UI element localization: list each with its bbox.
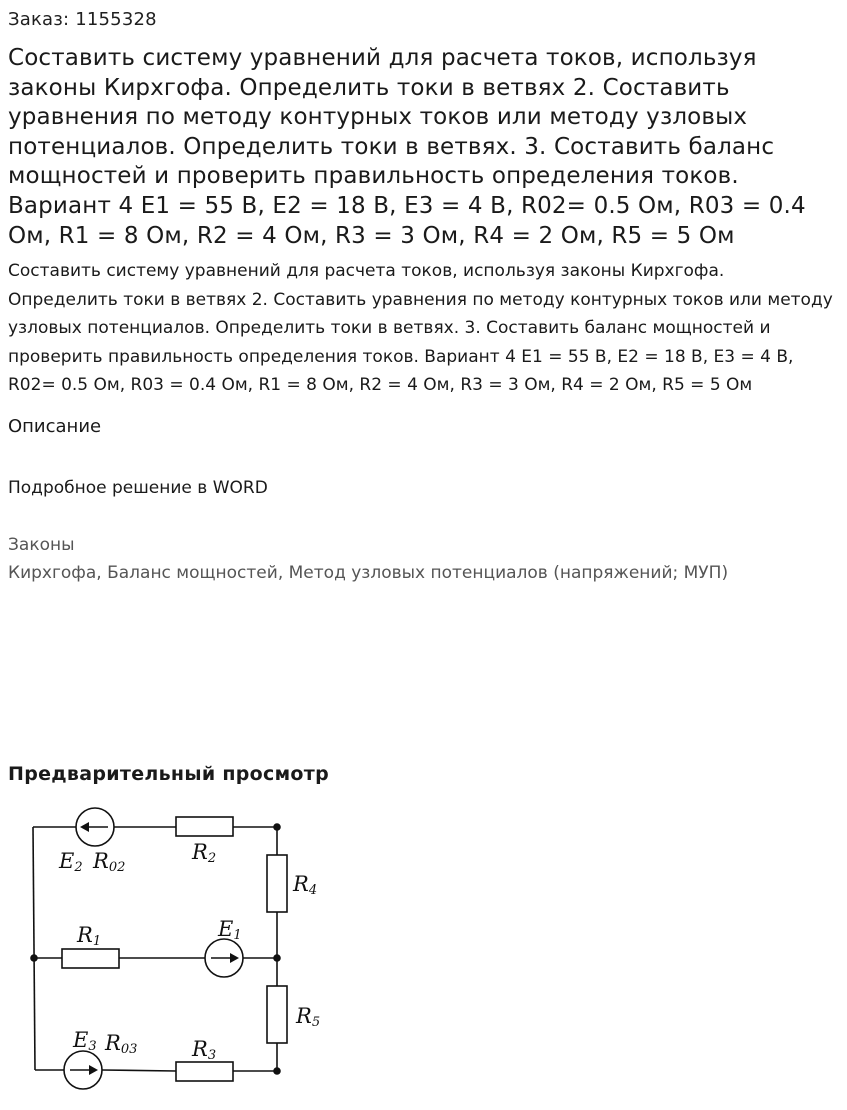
label-r02: R02	[93, 849, 126, 875]
node-top-right	[273, 823, 281, 831]
law-link-nodal-potentials[interactable]: Метод узловых потенциалов (напряжений; МУП)	[288, 562, 729, 583]
label-e3: E3	[73, 1028, 97, 1054]
label-e1: E1	[218, 917, 242, 943]
resistor-r1	[62, 949, 119, 968]
laws-heading: Законы	[8, 534, 75, 555]
order-number: Заказ: 1155328	[8, 9, 157, 30]
resistor-r3	[176, 1062, 233, 1081]
order-page	[8, 8, 838, 585]
node-bottom-right	[273, 1067, 281, 1075]
page-title: Составить систему уравнений для расчета токов, используя законы Кирхгофа. Определить токи в ветвях 2. Составить уравнения по методу контурных токов или методу узловых потенциалов. Определить токи в ветвях. 3. Составить баланс мощностей и проверить правильность определения токов. Вариант 4 Е1 = 55 В, Е2 = 18 В, Е3 = 4 В, R02= 0.5 Ом, R03 = 0.4 Ом, R1 = 8 Ом, R2 = 4 Ом, R3 = 3 Ом, R4 = 2 Ом, R5 = 5 Ом	[8, 45, 806, 249]
resistor-r4	[267, 855, 287, 912]
resistor-r2	[176, 817, 233, 836]
label-e2: E2	[59, 849, 83, 875]
resistor-r5	[267, 986, 287, 1043]
laws-list	[8, 561, 838, 585]
node-middle-left	[30, 954, 38, 962]
law-separator: ,	[277, 562, 289, 583]
source-e3	[64, 1051, 102, 1089]
law-link-power-balance[interactable]: Баланс мощностей	[107, 562, 278, 583]
law-link-kirchhoff[interactable]: Кирхгофа	[8, 562, 97, 583]
label-r03: R03	[105, 1031, 138, 1057]
source-e2	[76, 808, 114, 846]
label-r1: R1	[77, 923, 102, 949]
source-e1	[205, 939, 243, 977]
description-text: Подробное решение в WORD	[8, 477, 268, 498]
label-r4: R4	[293, 872, 318, 898]
node-middle-right	[273, 954, 281, 962]
description-heading: Описание	[8, 415, 102, 437]
task-summary: Составить систему уравнений для расчета токов, используя законы Кирхгофа. Определить токи в ветвях 2. Составить уравнения по методу контурных токов или методу узловых потенциалов. Определить токи в ветвях. 3. Составить баланс мощностей и проверить правильность определения токов. Вариант 4 Е1 = 55 В, Е2 = 18 В, Е3 = 4 В, R02= 0.5 Ом, R03 = 0.4 Ом, R1 = 8 Ом, R2 = 4 Ом, R3 = 3 Ом, R4 = 2 Ом, R5 = 5 Ом	[8, 261, 833, 396]
label-r3: R3	[192, 1037, 217, 1063]
label-r5: R5	[296, 1004, 321, 1030]
preview-heading: Предварительный просмотр	[8, 763, 329, 785]
law-separator: ,	[96, 562, 108, 583]
label-r2: R2	[192, 840, 217, 866]
circuit-diagram	[0, 800, 360, 1100]
